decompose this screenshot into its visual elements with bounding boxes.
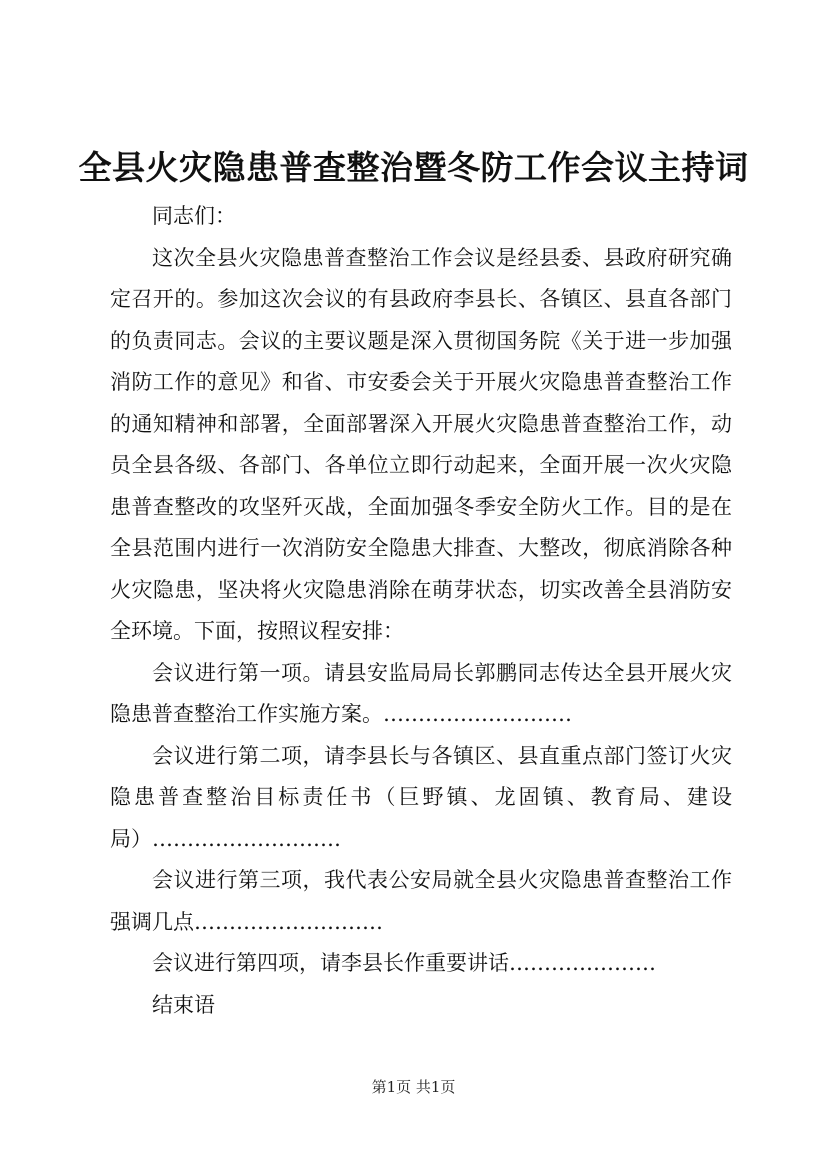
agenda-item-1: 会议进行第一项。请县安监局局长郭鹏同志传达全县开展火灾隐患普查整治工作实施方案。……………………… bbox=[110, 660, 732, 726]
document-title: 全县火灾隐患普查整治暨冬防工作会议主持词 bbox=[78, 148, 749, 187]
intro-paragraph: 这次全县火灾隐患普查整治工作会议是经县委、县政府研究确定召开的。参加这次会议的有县政府李县长、各镇区、县直各部门的负责同志。会议的主要议题是深入贯彻国务院《关于进一步加强消防工作的意见》和省、市安委会关于开展火灾隐患普查整治工作的通知精神和部署，全面部署深入开展火灾隐患普查整治工作，动员全县各级、各部门、各单位立即行动起来，全面开展一次火灾隐患普查整改的攻坚歼灭战，全面加强冬季安全防火工作。目的是在全县范围内进行一次消防安全隐患大排查、大整改，彻底消除各种火灾隐患，坚决将火灾隐患消除在萌芽状态，切实改善全县消防安全环境。下面，按照议程安排： bbox=[110, 245, 732, 643]
greeting-paragraph: 同志们： bbox=[152, 204, 236, 228]
agenda-item-3: 会议进行第三项，我代表公安局就全县火灾隐患普查整治工作强调几点……………………… bbox=[110, 868, 732, 934]
agenda-item-4: 会议进行第四项，请李县长作重要讲话………………… bbox=[152, 951, 656, 975]
agenda-item-2: 会议进行第二项，请李县长与各镇区、县直重点部门签订火灾隐患普查整治目标责任书（巨野镇、龙固镇、教育局、建设局）……………………… bbox=[110, 743, 732, 851]
closing-paragraph: 结束语 bbox=[152, 992, 215, 1017]
page-footer: 第1页 共1页 bbox=[371, 1078, 456, 1096]
document-body bbox=[110, 196, 732, 1026]
